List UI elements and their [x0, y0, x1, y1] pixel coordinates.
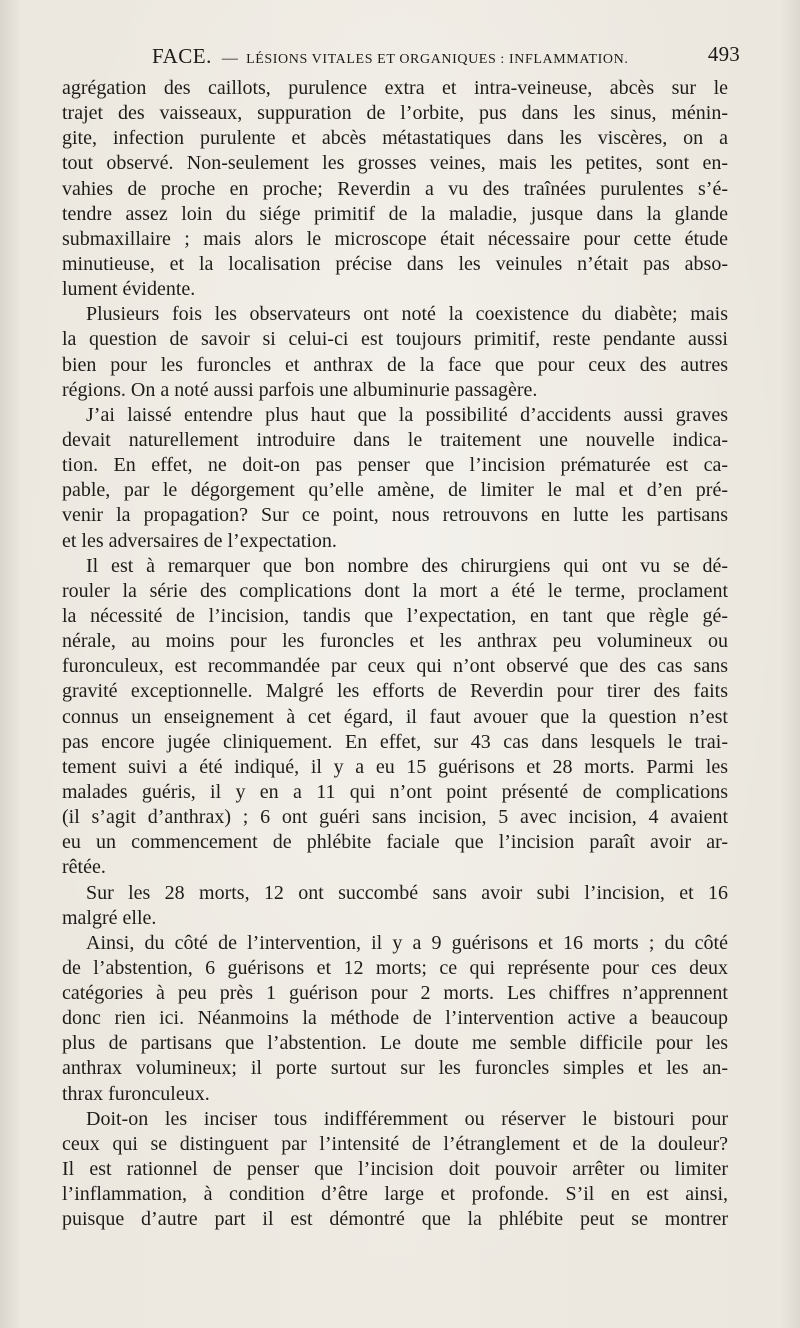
- text-line: gite, infection purulente et abcès métastatiques dans les viscères, on a: [62, 127, 728, 150]
- page-number: 493: [707, 42, 740, 66]
- text-line: Plusieurs fois les observateurs ont noté la coexistence du diabète; mais: [86, 303, 728, 326]
- text-line: trajet des vaisseaux, suppuration de l’orbite, pus dans les sinus, ménin-: [62, 102, 728, 125]
- text-line: Doit-on les inciser tous indifféremment ou réserver le bistouri pour: [86, 1107, 728, 1130]
- text-line: gravité exceptionnelle. Malgré les efforts de Reverdin pour tirer des faits: [62, 680, 728, 703]
- text-line: minutieuse, et la localisation précise dans les veinules n’était pas abso-: [62, 252, 728, 275]
- text-line: tendre assez loin du siége primitif de la maladie, jusque dans la glande: [62, 202, 728, 225]
- text-line: la nécessité de l’incision, tandis que l’expectation, en tant que règle gé-: [62, 604, 728, 627]
- section-subtitle: LÉSIONS VITALES ET ORGANIQUES : INFLAMMATION.: [246, 52, 629, 67]
- text-line: lument évidente.: [62, 278, 196, 301]
- text-line: thrax furonculeux.: [62, 1082, 210, 1105]
- text-line: vahies de proche en proche; Reverdin a vu des traînées purulentes s’é-: [62, 177, 728, 200]
- text-line: plus de partisans que l’abstention. Le doute me semble difficile pour les: [62, 1032, 728, 1055]
- text-line: rouler la série des complications dont la mort a été le terme, proclament: [62, 579, 728, 602]
- text-line: régions. On a noté aussi parfois une albuminurie passagère.: [62, 378, 538, 401]
- text-line: l’inflammation, à condition d’être large et profonde. S’il en est ainsi,: [62, 1183, 728, 1206]
- text-line: nérale, au moins pour les furoncles et les anthrax peu volumineux ou: [62, 630, 728, 653]
- text-line: eu un commencement de phlébite faciale que l’incision paraît avoir ar-: [62, 831, 728, 854]
- text-line: J’ai laissé entendre plus haut que la possibilité d’accidents aussi graves: [86, 403, 728, 426]
- section-title: FACE.: [152, 44, 212, 68]
- text-line: pas encore jugée cliniquement. En effet, sur 43 cas dans lesquels le trai-: [62, 730, 728, 753]
- text-line: furonculeux, est recommandée par ceux qui n’ont observé que des cas sans: [62, 655, 728, 678]
- text-line: donc rien ici. Néanmoins la méthode de l’intervention active a beaucoup: [62, 1007, 728, 1030]
- running-header: [152, 38, 740, 68]
- text-line: ceux qui se distinguent par l’intensité de l’étranglement et de la douleur?: [62, 1132, 728, 1155]
- text-line: connus un enseignement à cet égard, il faut avouer que la question n’est: [62, 705, 728, 728]
- text-line: tion. En effet, ne doit-on pas penser que l’incision prématurée est ca-: [62, 454, 728, 477]
- text-line: bien pour les furoncles et anthrax de la face que pour ceux des autres: [62, 353, 728, 376]
- text-line: Il est à remarquer que bon nombre des chirurgiens qui ont vu se dé-: [86, 554, 728, 577]
- text-line: Sur les 28 morts, 12 ont succombé sans avoir subi l’incision, et 16: [86, 881, 728, 904]
- text-line: tement suivi a été indiqué, il y a eu 15 guérisons et 28 morts. Parmi les: [62, 755, 728, 778]
- text-line: et les adversaires de l’expectation.: [62, 529, 337, 552]
- body-text: [62, 76, 728, 1232]
- text-line: tout observé. Non-seulement les grosses veines, mais les petites, sont en-: [62, 152, 728, 175]
- text-line: catégories à peu près 1 guérison pour 2 morts. Les chiffres n’apprennent: [62, 982, 728, 1005]
- text-line: anthrax volumineux; il porte surtout sur les furoncles simples et les an-: [62, 1057, 728, 1080]
- text-line: puisque d’autre part il est démontré que la phlébite peut se montrer: [62, 1208, 728, 1231]
- text-line: submaxillaire ; mais alors le microscope était nécessaire pour cette étude: [62, 227, 728, 250]
- text-line: malades guéris, il y en a 11 qui n’ont point présenté de complications: [62, 780, 728, 803]
- text-line: la question de savoir si celui-ci est toujours primitif, reste pendante aussi: [62, 328, 728, 351]
- text-line: Ainsi, du côté de l’intervention, il y a 9 guérisons et 16 morts ; du côté: [86, 931, 728, 954]
- running-title: [152, 44, 628, 69]
- text-line: Il est rationnel de penser que l’incision doit pouvoir arrêter ou limiter: [62, 1158, 728, 1181]
- text-line: rêtée.: [62, 856, 106, 879]
- header-dash: —: [221, 50, 239, 67]
- text-line: (il s’agit d’anthrax) ; 6 ont guéri sans incision, 5 avec incision, 4 avaient: [62, 806, 728, 829]
- text-line: malgré elle.: [62, 906, 157, 929]
- text-line: devait naturellement introduire dans le traitement une nouvelle indica-: [62, 428, 728, 451]
- text-line: pable, par le dégorgement qu’elle amène, de limiter le mal et d’en pré-: [62, 479, 728, 502]
- text-line: venir la propagation? Sur ce point, nous retrouvons en lutte les partisans: [62, 504, 728, 527]
- text-line: agrégation des caillots, purulence extra et intra-veineuse, abcès sur le: [62, 77, 728, 99]
- text-line: de l’abstention, 6 guérisons et 12 morts; ce qui représente pour ces deux: [62, 956, 728, 979]
